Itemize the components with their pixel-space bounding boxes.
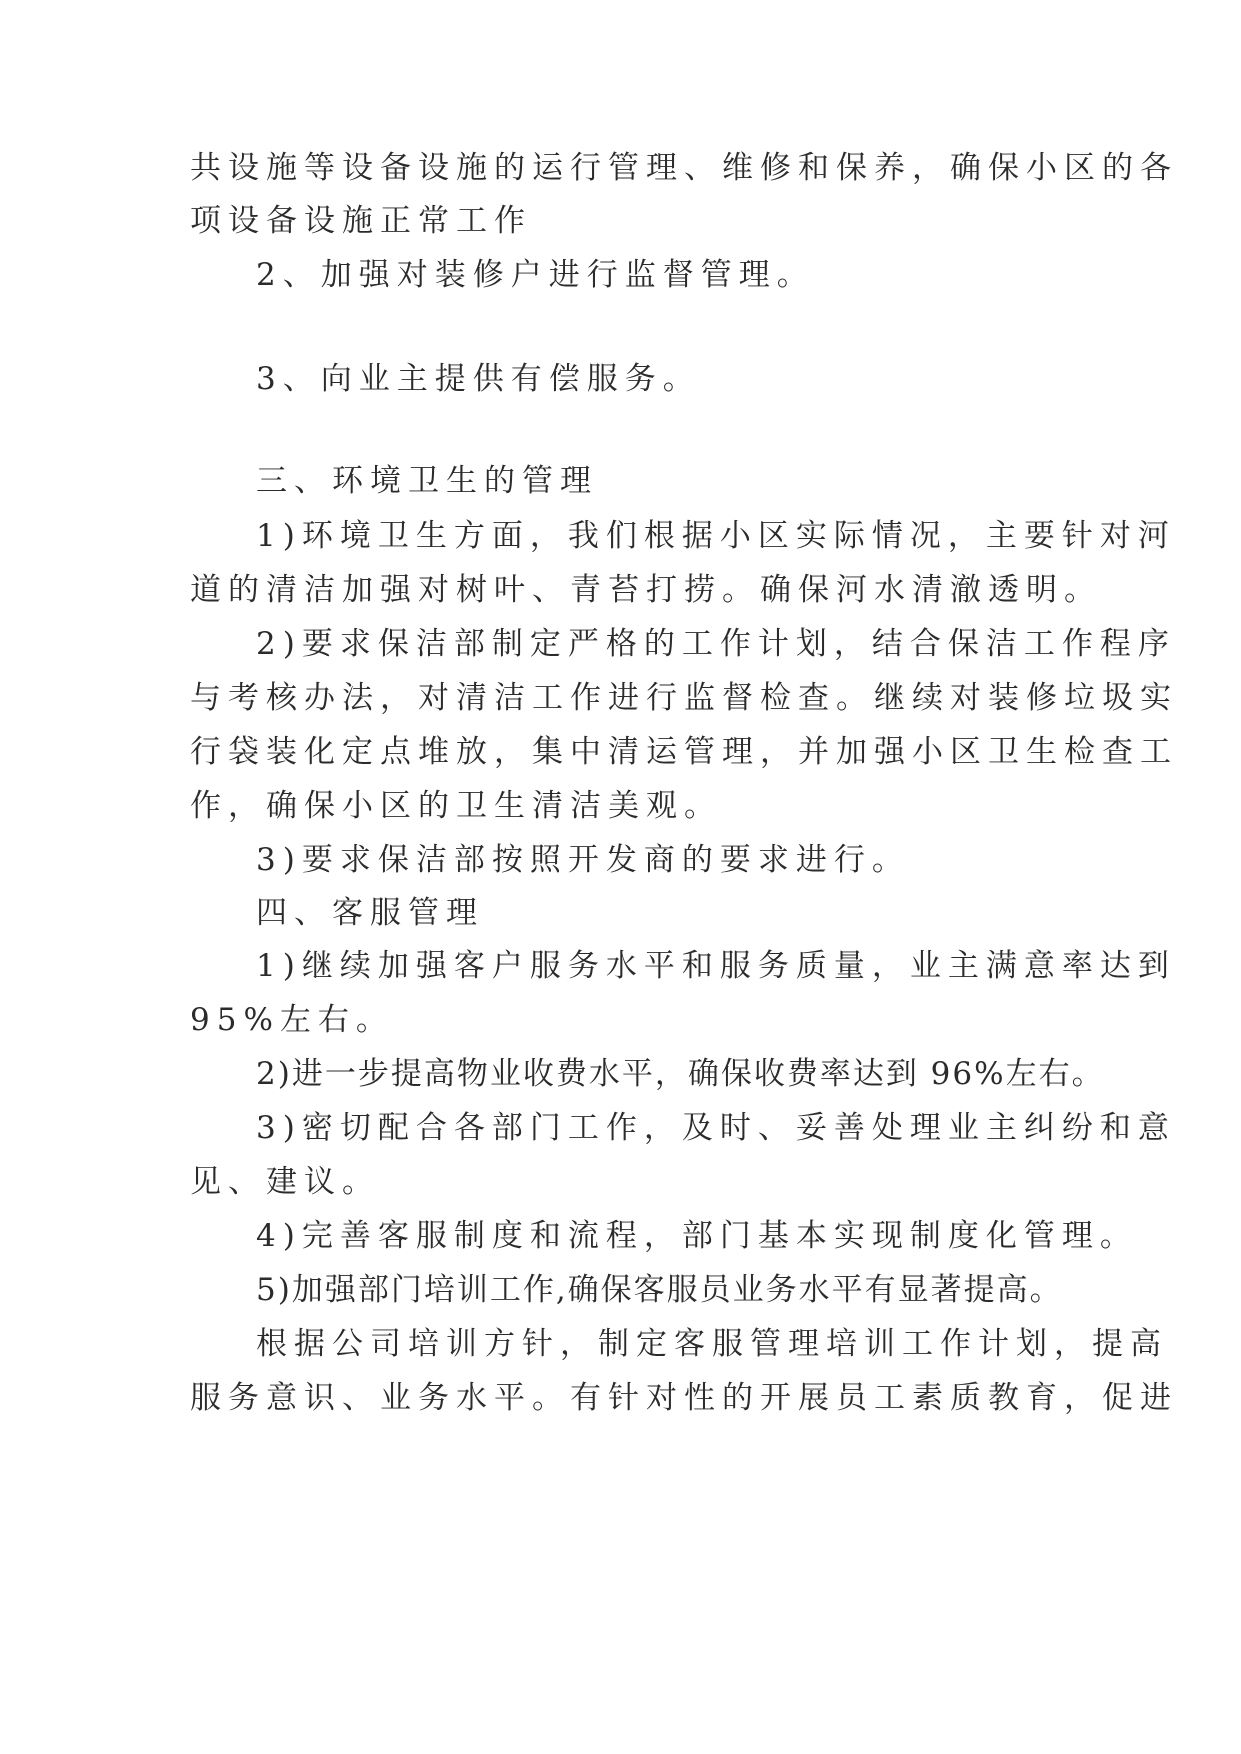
paragraph-line: 1)环境卫生方面，我们根据小区实际情况，主要针对河 bbox=[256, 518, 1176, 554]
paragraph-line: 95%左右。 bbox=[190, 1002, 394, 1038]
paragraph-line: 2)要求保洁部制定严格的工作计划，结合保洁工作程序 bbox=[256, 626, 1176, 662]
paragraph-line: 2)进一步提高物业收费水平，确保收费率达到 96%左右。 bbox=[256, 1056, 1105, 1092]
paragraph-line: 行袋装化定点堆放，集中清运管理，并加强小区卫生检查工 bbox=[190, 734, 1178, 770]
paragraph-line: 1)继续加强客户服务水平和服务质量，业主满意率达到 bbox=[256, 948, 1176, 984]
list-item-3: 3、向业主提供有偿服务。 bbox=[256, 361, 701, 397]
paragraph-line: 3)密切配合各部门工作，及时、妥善处理业主纠纷和意 bbox=[256, 1110, 1176, 1146]
paragraph-line: 作，确保小区的卫生清洁美观。 bbox=[190, 788, 722, 824]
paragraph-line: 项设备设施正常工作 bbox=[190, 203, 532, 239]
paragraph-line: 5)加强部门培训工作,确保客服员业务水平有显著提高。 bbox=[256, 1272, 1063, 1308]
paragraph-line: 见、建议。 bbox=[190, 1164, 380, 1200]
paragraph-line: 根据公司培训方针，制定客服管理培训工作计划，提高 bbox=[256, 1326, 1168, 1362]
paragraph-line: 道的清洁加强对树叶、青苔打捞。确保河水清澈透明。 bbox=[190, 572, 1102, 608]
paragraph-line: 3)要求保洁部按照开发商的要求进行。 bbox=[256, 842, 910, 878]
section-heading-4: 四、客服管理 bbox=[256, 895, 484, 931]
list-item-2: 2、加强对装修户进行监督管理。 bbox=[256, 257, 815, 293]
paragraph-line: 4)完善客服制度和流程，部门基本实现制度化管理。 bbox=[256, 1218, 1138, 1254]
section-heading-3: 三、环境卫生的管理 bbox=[256, 463, 598, 499]
paragraph-line: 共设施等设备设施的运行管理、维修和保养，确保小区的各 bbox=[190, 150, 1178, 186]
paragraph-line: 服务意识、业务水平。有针对性的开展员工素质教育，促进 bbox=[190, 1380, 1178, 1416]
paragraph-line: 与考核办法，对清洁工作进行监督检查。继续对装修垃圾实 bbox=[190, 680, 1178, 716]
